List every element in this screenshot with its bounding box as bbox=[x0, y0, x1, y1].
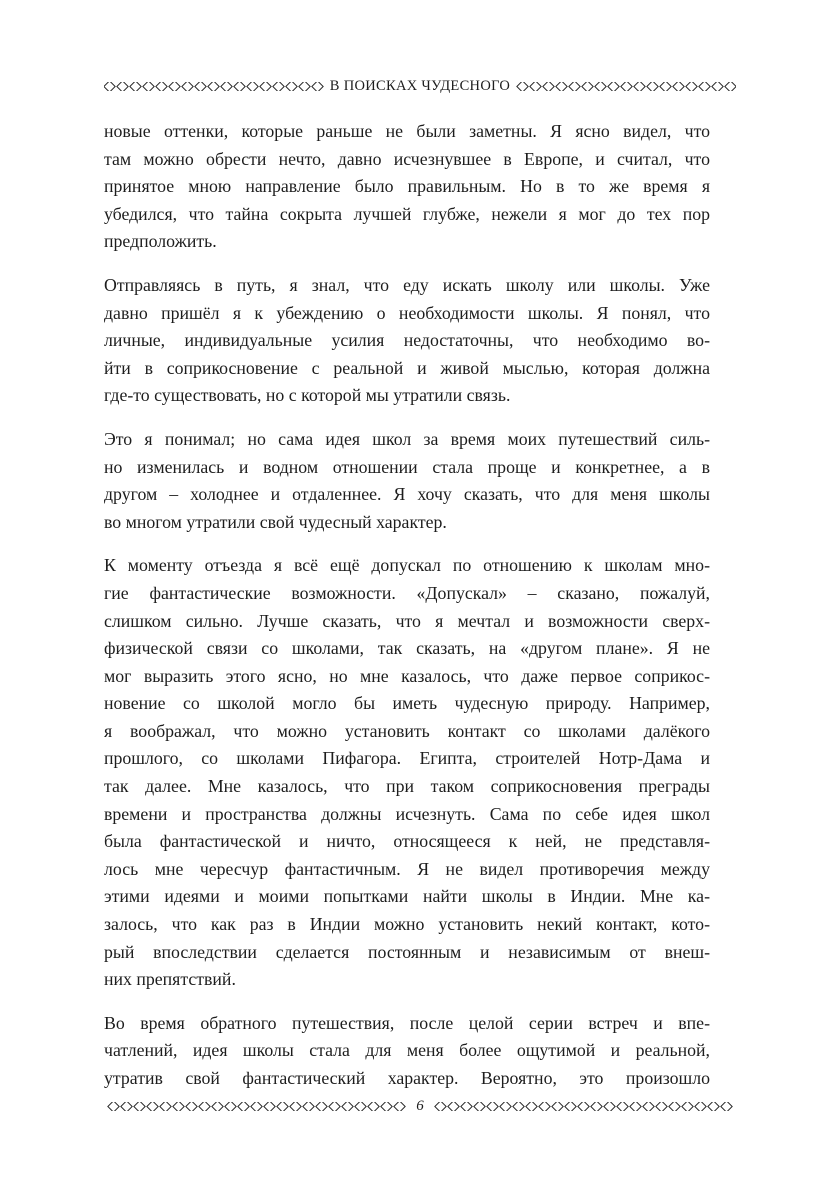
paragraph bbox=[104, 552, 710, 994]
header-title: В ПОИСКАХ ЧУДЕСНОГО bbox=[329, 78, 511, 94]
footer-ornament-right bbox=[434, 1102, 736, 1111]
text-line: Во время обратного путешествия, после целой серии встреч и впе- bbox=[104, 1012, 710, 1033]
body-text bbox=[104, 118, 710, 1109]
text-line: них препятствий. bbox=[104, 969, 236, 990]
text-line: давно пришёл я к убеждению о необходимости школы. Я понял, что bbox=[104, 302, 710, 323]
running-footer bbox=[104, 1098, 736, 1115]
header-ornament-left bbox=[104, 82, 324, 91]
footer-ornament-left bbox=[104, 1102, 406, 1111]
text-line: залось, что как раз в Индии можно установить некий контакт, кото- bbox=[104, 914, 710, 935]
text-line: так далее. Мне казалось, что при таком соприкосновения преграды bbox=[104, 776, 710, 797]
text-line: была фантастической и ничто, относящееся к ней, не представля- bbox=[104, 831, 710, 852]
text-line: принятое мною направление было правильным. Но в то же время я bbox=[104, 176, 710, 197]
text-line: времени и пространства должны исчезнуть. Сама по себе идея школ bbox=[104, 803, 710, 824]
paragraph bbox=[104, 118, 710, 256]
text-line: там можно обрести нечто, давно исчезнувшее в Европе, и считал, что bbox=[104, 148, 710, 169]
text-line: личные, индивидуальные усилия недостаточны, что необходимо во- bbox=[104, 330, 710, 351]
text-line: другом – холоднее и отдаленнее. Я хочу сказать, что для меня школы bbox=[104, 484, 710, 505]
paragraph bbox=[104, 272, 710, 410]
text-line: гие фантастические возможности. «Допускал» – сказано, пожалуй, bbox=[104, 582, 710, 603]
paragraph bbox=[104, 426, 710, 536]
text-line: физической связи со школами, так сказать, на «другом плане». Я не bbox=[104, 638, 710, 659]
text-line: лось мне чересчур фантастичным. Я не видел противоречия между bbox=[104, 858, 710, 879]
text-line: предположить. bbox=[104, 231, 217, 252]
text-line: К моменту отъезда я всё ещё допускал по отношению к школам мно- bbox=[104, 555, 710, 576]
text-line: где-то существовать, но с которой мы утратили связь. bbox=[104, 385, 511, 406]
running-header bbox=[104, 78, 736, 95]
text-line: этими идеями и моими попытками найти школы в Индии. Мне ка- bbox=[104, 886, 710, 907]
text-line: чатлений, идея школы стала для меня более ощутимой и реальной, bbox=[104, 1040, 710, 1061]
text-line: во многом утратили свой чудесный характер. bbox=[104, 511, 447, 532]
text-line: я воображал, что можно установить контакт со школами далёкого bbox=[104, 720, 710, 741]
text-line: утратив свой фантастический характер. Вероятно, это произошло bbox=[104, 1068, 710, 1088]
text-line: мог выразить этого ясно, но мне казалось, что даже первое соприкос- bbox=[104, 665, 710, 686]
header-ornament-right bbox=[516, 82, 736, 91]
paragraph bbox=[104, 1010, 710, 1093]
text-line: йти в соприкосновение с реальной и живой мыслью, которая должна bbox=[104, 357, 710, 378]
text-line: новение со школой могло бы иметь чудесную природу. Например, bbox=[104, 693, 710, 714]
text-line: слишком сильно. Лучше сказать, что я мечтал и возможности сверх- bbox=[104, 610, 710, 631]
text-line: прошлого, со школами Пифагора. Египта, строителей Нотр-Дама и bbox=[104, 748, 710, 769]
text-line: Это я понимал; но сама идея школ за время моих путешествий силь- bbox=[104, 428, 710, 449]
page-number: 6 bbox=[416, 1098, 424, 1114]
text-line: убедился, что тайна сокрыта лучшей глубже, нежели я мог до тех пор bbox=[104, 203, 710, 224]
text-line: новые оттенки, которые раньше не были заметны. Я ясно видел, что bbox=[104, 121, 710, 141]
text-line: Отправляясь в путь, я знал, что еду искать школу или школы. Уже bbox=[104, 274, 710, 295]
text-line: рый впоследствии сделается постоянным и независимым от внеш- bbox=[104, 941, 710, 962]
text-line: но изменилась и водном отношении стала проще и конкретнее, а в bbox=[104, 456, 710, 477]
